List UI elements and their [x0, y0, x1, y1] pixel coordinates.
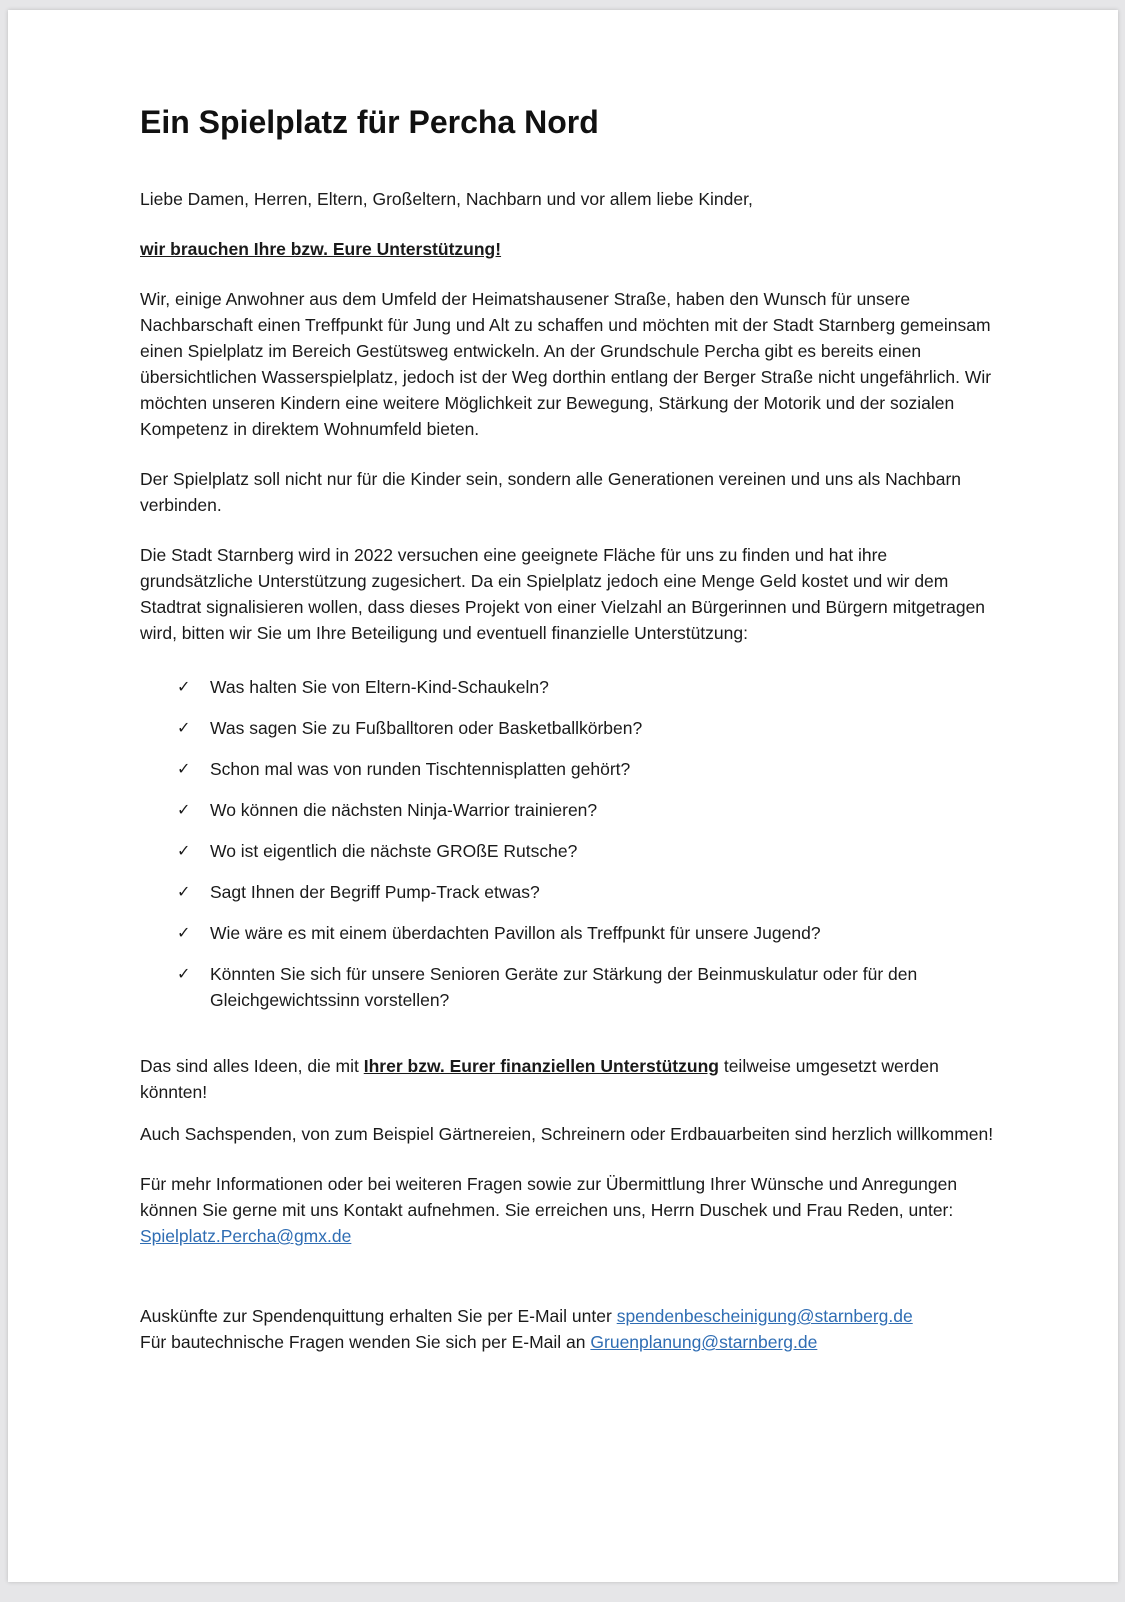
list-item — [140, 838, 1000, 864]
list-item — [140, 715, 1000, 741]
checkmark-icon: ✓ — [177, 800, 191, 819]
contact-paragraph — [140, 1171, 1000, 1249]
ideas-text-before: Das sind alles Ideen, die mit — [140, 1056, 364, 1076]
checkmark-icon: ✓ — [177, 841, 191, 860]
idea-checklist — [140, 674, 1000, 1013]
ideas-paragraph — [140, 1053, 1000, 1105]
paragraph-intro: Wir, einige Anwohner aus dem Umfeld der Heimatshausener Straße, haben den Wunsch für unsere Nachbarschaft einen Treffpunkt für Jung und Alt zu schaffen und möchten mit der Stadt Starnberg gemeinsam einen Spielplatz im Bereich Gestütsweg entwickeln. An der Grundschule Percha gibt es bereits einen übersichtlichen Wasserspielplatz, jedoch ist der Weg dorthin entlang der Berger Straße nicht ungefährlich. Wir möchten unseren Kindern eine weitere Möglichkeit zur Bewegung, Stärkung der Motorik und der sozialen Kompetenz in direktem Wohnumfeld bieten. — [140, 289, 992, 439]
technical-email-link[interactable]: Gruenplanung@starnberg.de — [590, 1332, 818, 1352]
list-item — [140, 920, 1000, 946]
list-item-text: Schon mal was von runden Tischtennisplatten gehört? — [210, 759, 631, 779]
list-item-text: Sagt Ihnen der Begriff Pump-Track etwas? — [210, 882, 540, 902]
document-content — [140, 102, 1000, 1355]
donations-in-kind: Auch Sachspenden, von zum Beispiel Gärtnereien, Schreinern oder Erdbauarbeiten sind herzlich willkommen! — [140, 1124, 994, 1144]
receipt-line — [140, 1303, 1000, 1329]
checkmark-icon: ✓ — [177, 923, 191, 942]
list-item — [140, 756, 1000, 782]
checkmark-icon: ✓ — [177, 759, 191, 778]
technical-text: Für bautechnische Fragen wenden Sie sich per E-Mail an — [140, 1332, 591, 1352]
technical-line — [140, 1329, 1000, 1355]
document-title: Ein Spielplatz für Percha Nord — [140, 104, 599, 140]
support-callout: wir brauchen Ihre bzw. Eure Unterstützung! — [140, 239, 502, 259]
checkmark-icon: ✓ — [177, 677, 191, 696]
document-page — [8, 10, 1118, 1582]
list-item — [140, 797, 1000, 823]
list-item-text: Könnten Sie sich für unsere Senioren Geräte zur Stärkung der Beinmuskulatur oder für den Gleichgewichtssinn vorstellen? — [210, 964, 918, 1010]
checkmark-icon: ✓ — [177, 718, 191, 737]
list-item-text: Was sagen Sie zu Fußballtoren oder Basketballkörben? — [210, 718, 643, 738]
receipt-email-link[interactable]: spendenbescheinigung@starnberg.de — [616, 1306, 913, 1326]
greeting: Liebe Damen, Herren, Eltern, Großeltern, Nachbarn und vor allem liebe Kinder, — [140, 189, 753, 209]
ideas-text-after: teilweise umgesetzt werden könnten! — [140, 1056, 939, 1102]
contact-text: Für mehr Informationen oder bei weiteren Fragen sowie zur Übermittlung Ihrer Wünsche und Anregungen können Sie gerne mit uns Kontakt aufnehmen. Sie erreichen uns, Herrn Duschek und Frau Reden, unter: — [140, 1174, 958, 1220]
list-item — [140, 674, 1000, 700]
paragraph-generations: Der Spielplatz soll nicht nur für die Kinder sein, sondern alle Generationen vereinen und uns als Nachbarn verbinden. — [140, 469, 962, 515]
receipt-text: Auskünfte zur Spendenquittung erhalten Sie per E-Mail unter — [140, 1306, 617, 1326]
checkmark-icon: ✓ — [177, 964, 191, 983]
list-item-text: Wo können die nächsten Ninja-Warrior trainieren? — [210, 800, 598, 820]
checkmark-icon: ✓ — [177, 882, 191, 901]
list-item — [140, 879, 1000, 905]
paragraph-city: Die Stadt Starnberg wird in 2022 versuchen eine geeignete Fläche für uns zu finden und hat ihre grundsätzliche Unterstützung zugesichert. Da ein Spielplatz jedoch eine Menge Geld kostet und wir dem Stadtrat signalisieren wollen, dass dieses Projekt von einer Vielzahl an Bürgerinnen und Bürgern mitgetragen wird, bitten wir Sie um Ihre Beteiligung und eventuell finanzielle Unterstützung: — [140, 545, 986, 643]
contact-email-link[interactable]: Spielplatz.Percha@gmx.de — [140, 1226, 352, 1246]
list-item-text: Was halten Sie von Eltern-Kind-Schaukeln? — [210, 677, 549, 697]
ideas-emphasis: Ihrer bzw. Eurer finanziellen Unterstützung — [363, 1056, 719, 1076]
list-item-text: Wie wäre es mit einem überdachten Pavillon als Treffpunkt für unsere Jugend? — [210, 923, 821, 943]
list-item-text: Wo ist eigentlich die nächste GROßE Rutsche? — [210, 841, 578, 861]
list-item — [140, 961, 1000, 1013]
